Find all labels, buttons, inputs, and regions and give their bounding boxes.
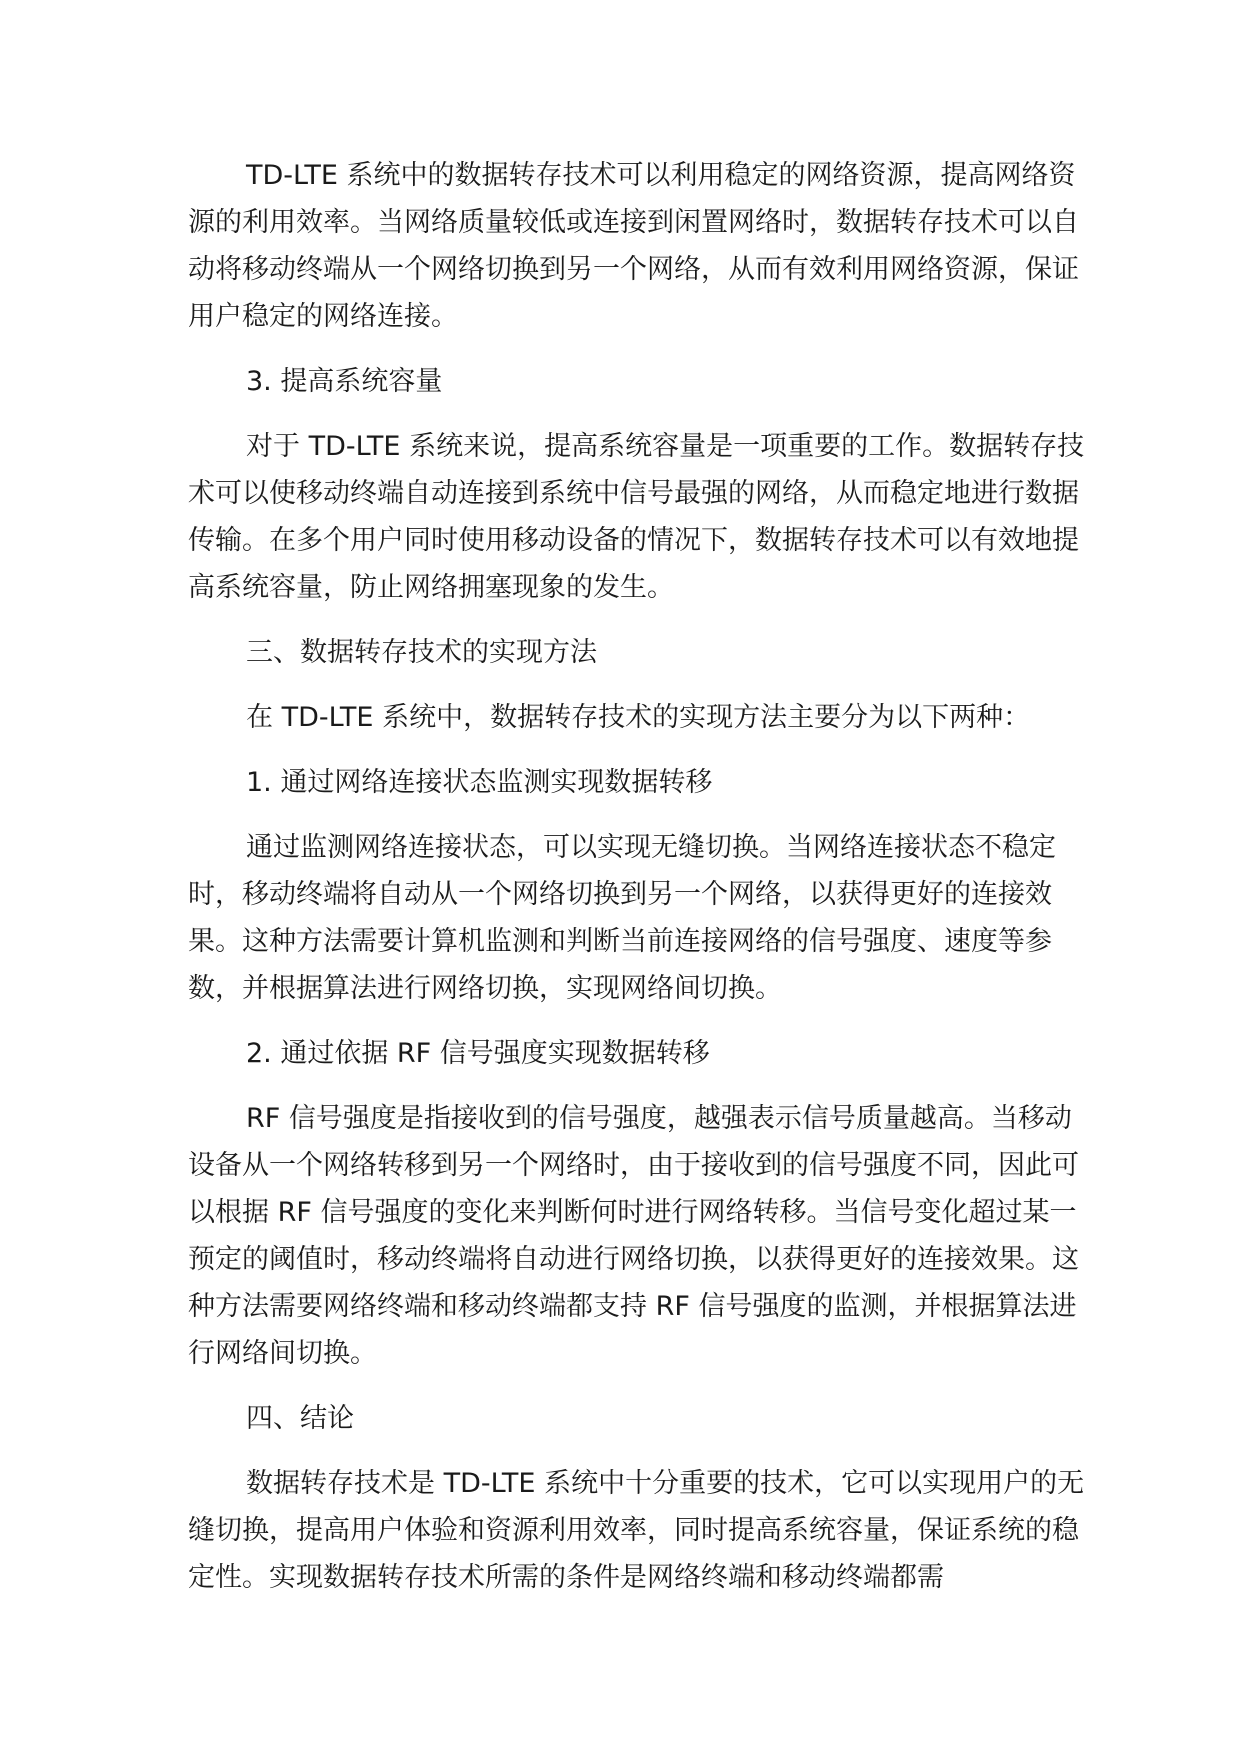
paragraph-capacity: 对于 TD-LTE 系统来说，提高系统容量是一项重要的工作。数据转存技术可以使移动终端自动连接到系统中信号最强的网络，从而稳定地进行数据传输。在多个用户同时使用移动设备的情况下，数据转存技术可以有效地提高系统容量，防止网络拥塞现象的发生。: [188, 431, 1085, 603]
heading-conclusion: 四、结论: [246, 1403, 354, 1434]
heading-method-1: 1. 通过网络连接状态监测实现数据转移: [246, 767, 713, 798]
heading-method-2: 2. 通过依据 RF 信号强度实现数据转移: [246, 1038, 710, 1069]
paragraph-conclusion: 数据转存技术是 TD-LTE 系统中十分重要的技术，它可以实现用户的无缝切换，提高用户体验和资源利用效率，同时提高系统容量，保证系统的稳定性。实现数据转存技术所需的条件是网络终端和移动终端都需: [188, 1468, 1085, 1593]
heading-improve-capacity: 3. 提高系统容量: [246, 366, 443, 397]
paragraph-methods-intro: 在 TD-LTE 系统中，数据转存技术的实现方法主要分为以下两种：: [246, 702, 1031, 733]
paragraph-resource-utilization: TD-LTE 系统中的数据转存技术可以利用稳定的网络资源，提高网络资源的利用效率。当网络质量较低或连接到闲置网络时，数据转存技术可以自动将移动终端从一个网络切换到另一个网络，从而有效利用网络资源，保证用户稳定的网络连接。: [188, 160, 1079, 332]
paragraph-method-2: RF 信号强度是指接收到的信号强度，越强表示信号质量越高。当移动设备从一个网络转移到另一个网络时，由于接收到的信号强度不同，因此可以根据 RF 信号强度的变化来判断何时进行网络转移。当信号变化超过某一预定的阈值时，移动终端将自动进行网络切换，以获得更好的连接效果。这种方法需要网络终端和移动终端都支持 RF 信号强度的监测，并根据算法进行网络间切换。: [188, 1103, 1079, 1369]
paragraph-method-1: 通过监测网络连接状态，可以实现无缝切换。当网络连接状态不稳定时，移动终端将自动从一个网络切换到另一个网络，以获得更好的连接效果。这种方法需要计算机监测和判断当前连接网络的信号强度、速度等参数，并根据算法进行网络切换，实现网络间切换。: [188, 832, 1056, 1004]
document-body: [188, 152, 1088, 1619]
heading-implementation-methods: 三、数据转存技术的实现方法: [246, 637, 597, 668]
